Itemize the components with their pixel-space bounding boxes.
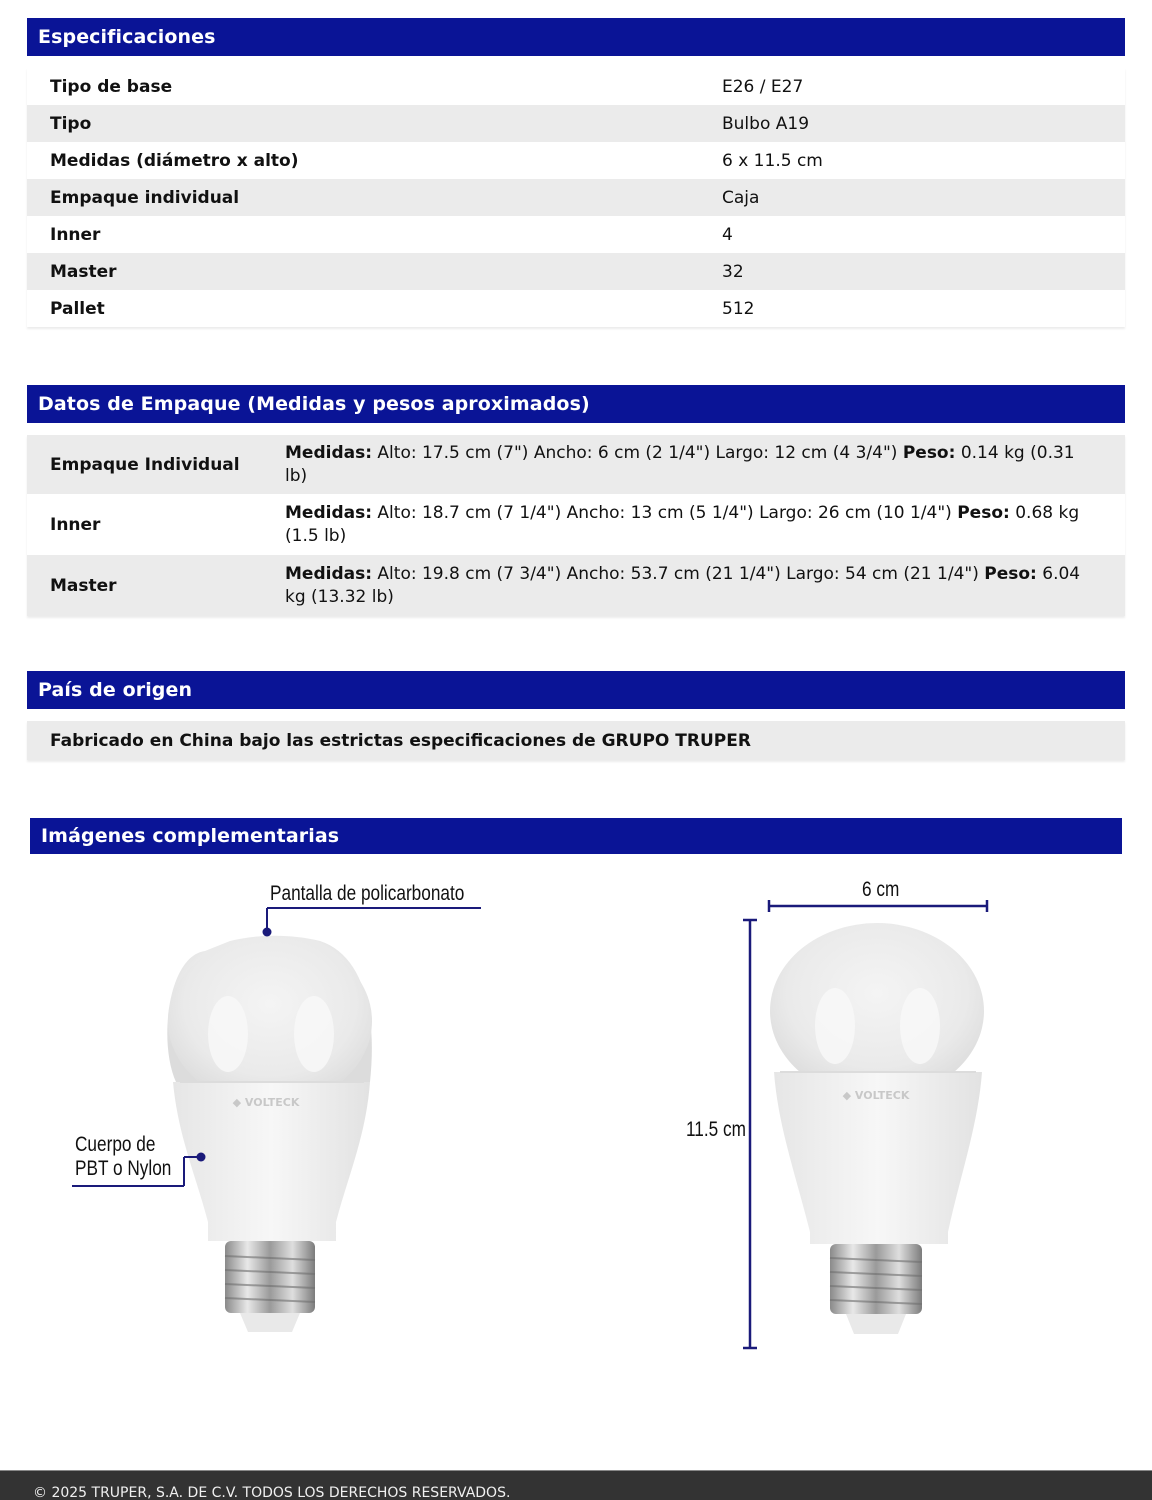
especificaciones-title: Especificaciones [38, 26, 216, 48]
pack-label: Empaque Individual [27, 435, 285, 494]
table-row [27, 435, 1125, 494]
spec-label: Tipo de base [27, 68, 722, 105]
spec-label: Empaque individual [27, 179, 722, 216]
copyright-text: © 2025 TRUPER, S.A. DE C.V. TODOS LOS DERECHOS RESERVADOS. [33, 1485, 511, 1500]
table-row [27, 142, 1125, 179]
origen-header [27, 671, 1125, 709]
table-row [27, 179, 1125, 216]
peso-label: Peso: [957, 503, 1010, 523]
pack-value [285, 555, 1125, 616]
spec-value: 6 x 11.5 cm [722, 142, 1125, 179]
table-row [27, 290, 1125, 327]
peso-value: 6.04 kg (13.32 lb) [285, 564, 1081, 607]
table-row [27, 253, 1125, 290]
spec-label: Medidas (diámetro x alto) [27, 142, 722, 179]
medidas-label: Medidas: [285, 443, 373, 463]
callout-pantalla: Pantalla de policarbonato [270, 882, 465, 905]
spec-label: Inner [27, 216, 722, 253]
table-row [27, 105, 1125, 142]
table-row [27, 216, 1125, 253]
spec-value: Caja [722, 179, 1125, 216]
table-row [27, 555, 1125, 616]
medidas-value: Alto: 17.5 cm (7") Ancho: 6 cm (2 1/4") Largo: 12 cm (4 3/4") [377, 443, 898, 463]
pack-label: Master [27, 555, 285, 616]
table-row [27, 68, 1125, 105]
empaque-title: Datos de Empaque (Medidas y pesos aproximados) [38, 393, 590, 415]
width-label: 6 cm [862, 878, 900, 901]
pack-value [285, 435, 1125, 494]
origen-title: País de origen [38, 679, 193, 701]
medidas-value: Alto: 18.7 cm (7 1/4") Ancho: 13 cm (5 1/4") Largo: 26 cm (10 1/4") [377, 503, 952, 523]
medidas-value: Alto: 19.8 cm (7 3/4") Ancho: 53.7 cm (21 1/4") Largo: 54 cm (21 1/4") [377, 564, 979, 584]
origen-text [27, 721, 1125, 760]
imagenes-area [30, 856, 1122, 1416]
spec-label: Tipo [27, 105, 722, 142]
spec-value: E26 / E27 [722, 68, 1125, 105]
pack-label: Inner [27, 494, 285, 555]
origen-text-value: Fabricado en China bajo las estrictas especificaciones de GRUPO TRUPER [50, 730, 751, 751]
spec-label: Pallet [27, 290, 722, 327]
especificaciones-header [27, 18, 1125, 56]
spec-value: 32 [722, 253, 1125, 290]
peso-label: Peso: [902, 443, 956, 463]
medidas-label: Medidas: [285, 564, 373, 584]
imagenes-title: Imágenes complementarias [41, 825, 340, 847]
footer [0, 1470, 1152, 1500]
empaque-header [27, 385, 1125, 423]
spec-value: 512 [722, 290, 1125, 327]
peso-value: 0.68 kg (1.5 lb) [285, 503, 1080, 546]
height-label: 11.5 cm [686, 1118, 746, 1141]
peso-label: Peso: [984, 564, 1037, 584]
empaque-table [27, 435, 1125, 616]
volteck-logo: ◆ VOLTECK [232, 1096, 300, 1109]
spec-value: Bulbo A19 [722, 105, 1125, 142]
pack-value [285, 494, 1125, 555]
imagenes-header [30, 818, 1122, 854]
table-row [27, 494, 1125, 555]
peso-value: 0.14 kg (0.31 lb) [285, 443, 1075, 486]
medidas-label: Medidas: [285, 503, 373, 523]
callout-cuerpo: Cuerpo de PBT o Nylon [75, 1133, 172, 1180]
especificaciones-table [27, 68, 1125, 327]
spec-value: 4 [722, 216, 1125, 253]
volteck-logo: ◆ VOLTECK [842, 1089, 910, 1102]
spec-label: Master [27, 253, 722, 290]
